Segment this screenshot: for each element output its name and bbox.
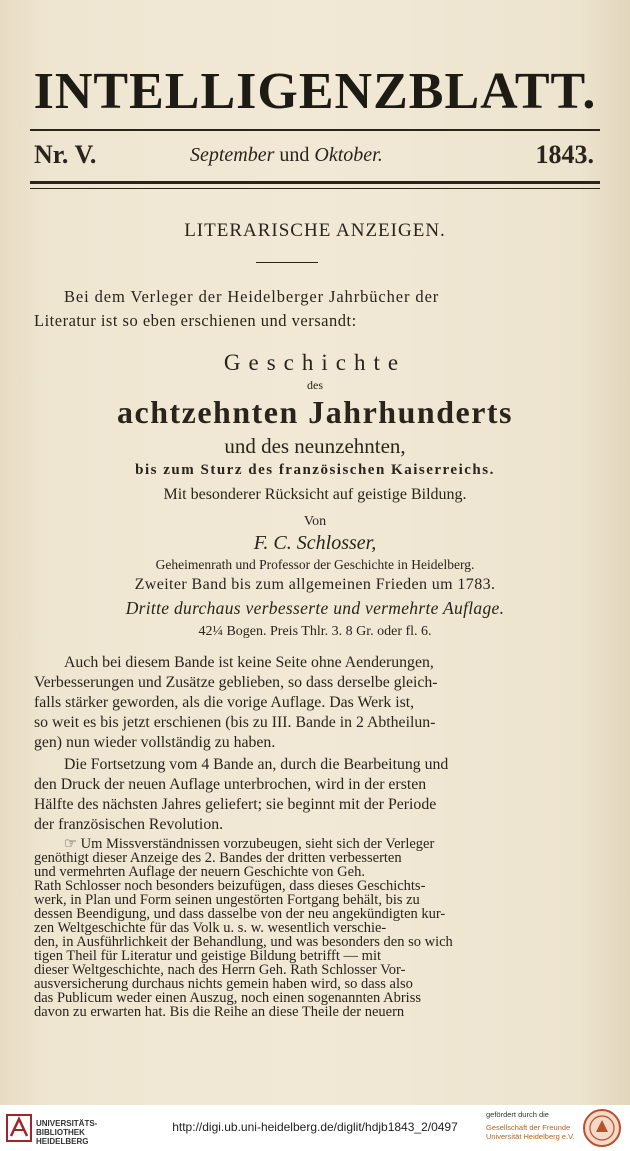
- intro-line-2: Literatur ist so eben erschienen und versandt:: [34, 311, 357, 330]
- body2-line-2: den Druck der neuen Auflage unterbrochen, wird in der ersten: [34, 776, 427, 793]
- book-price: 42¼ Bogen. Preis Thlr. 3. 8 Gr. oder fl. 6.: [198, 624, 432, 639]
- notice-line-8: den, in Ausführlichkeit der Behandlung, und was besonders den so wich: [34, 934, 453, 950]
- notice-line-13: davon zu erwarten hat. Bis die Reihe an diese Theile der neuern: [34, 1004, 405, 1020]
- body1-line-1: Auch bei diesem Bande ist keine Seite ohne Aenderungen,: [64, 654, 434, 671]
- notice-line-3: und vermehrten Auflage der neuern Geschichte von Geh.: [34, 864, 365, 880]
- body2-line-4: der französischen Revolution.: [34, 816, 224, 833]
- notice-line-1: ☞ Um Missverständnissen vorzubeugen, sieht sich der Verleger: [64, 836, 435, 852]
- book-author: F. C. Schlosser,: [253, 532, 377, 554]
- society-name-line-2: Universität Heidelberg e.V.: [486, 1132, 575, 1141]
- notice-line-12: das Publicum weder einen Auszug, noch einen sogenannten Abriss: [34, 990, 421, 1006]
- section-heading-rule: [256, 262, 318, 263]
- issue-number: Nr. V.: [34, 140, 97, 169]
- body2-line-1: Die Fortsetzung vom 4 Bande an, durch die Bearbeitung und: [64, 756, 449, 773]
- book-title-sub: und des neunzehnten,: [224, 434, 406, 458]
- issue-months: [190, 144, 383, 167]
- book-author-title: Geheimenrath und Professor der Geschichte in Heidelberg.: [155, 557, 475, 572]
- header-rule-double-1: [30, 181, 600, 184]
- body1-line-3: falls stärker geworden, als die vorige Auflage. Das Werk ist,: [34, 694, 415, 711]
- notice-line-7: zen Weltgeschichte für das Volk u. s. w. wesentlich verschie-: [34, 920, 387, 936]
- book-von: Von: [303, 514, 327, 529]
- header-rule-top: [30, 129, 600, 131]
- body2-line-3: Hälfte des nächsten Jahres geliefert; sie beginnt mit der Periode: [34, 796, 437, 813]
- notice-line-2: genöthigt dieser Anzeige des 2. Bandes der dritten verbesserten: [34, 850, 402, 866]
- book-volume: Zweiter Band bis zum allgemeinen Frieden um 1783.: [134, 576, 496, 593]
- notice-line-10: dieser Weltgeschichte, nach des Herrn Geh. Rath Schlosser Vor-: [34, 962, 406, 978]
- library-name-line-2: BIBLIOTHEK: [36, 1128, 85, 1137]
- month-september: September: [190, 144, 275, 166]
- header-rule-double-2: [30, 188, 600, 189]
- month-oktober: Oktober.: [314, 144, 383, 166]
- book-title-main: achtzehnten Jahrhunderts: [116, 394, 513, 430]
- book-title-ruecksicht: Mit besonderer Rücksicht auf geistige Bildung.: [163, 486, 467, 503]
- viewer-footer: [0, 1105, 630, 1151]
- body1-line-4: so weit es bis jetzt erschienen (bis zu III. Bande in 2 Abtheilun-: [34, 714, 436, 731]
- book-edition: Dritte durchaus verbesserte und vermehrte Auflage.: [125, 598, 505, 618]
- book-title-geschichte: Geschichte: [223, 350, 407, 375]
- issue-year: 1843.: [535, 140, 594, 169]
- funded-by-label: gefördert durch die: [486, 1110, 549, 1119]
- section-heading: LITERARISCHE ANZEIGEN.: [184, 220, 446, 241]
- book-title-des: des: [307, 378, 323, 392]
- masthead-title: INTELLIGENZBLATT.: [33, 63, 597, 120]
- society-name: [486, 1123, 575, 1141]
- notice-line-9: tigen Theil für Literatur und geistige Bildung betrifft — mit: [34, 948, 381, 964]
- intro-line-1: Bei dem Verleger der Heidelberger Jahrbücher der: [64, 287, 440, 306]
- month-und: und: [279, 144, 310, 166]
- issue-line: [34, 140, 594, 174]
- body1-line-5: gen) nun wieder vollständig zu haben.: [34, 734, 276, 751]
- permalink-url[interactable]: http://digi.ub.uni-heidelberg.de/diglit/hdjb1843_2/0497: [172, 1120, 458, 1134]
- notice-line-4: Rath Schlosser noch besonders beizufügen, dass dieses Geschichts-: [34, 878, 426, 894]
- notice-line-5: werk, in Plan und Form seinen ungestörten Fortgang behält, bis zu: [34, 892, 420, 908]
- notice-line-11: ausversicherung durchaus nichts gemein haben wird, so dass also: [34, 976, 413, 992]
- society-name-line-1: Gesellschaft der Freunde: [486, 1123, 571, 1132]
- body1-line-2: Verbesserungen und Zusätze geblieben, so dass derselbe gleich-: [34, 674, 438, 691]
- library-name-line-1: UNIVERSITÄTS-: [36, 1119, 98, 1128]
- book-title-sturz: bis zum Sturz des französischen Kaiserreichs.: [135, 462, 495, 478]
- library-name-line-3: HEIDELBERG: [36, 1137, 89, 1146]
- university-seal-icon: [582, 1108, 622, 1148]
- notice-line-6: dessen Beendigung, und dass dasselbe von der neu angekündigten kur-: [34, 906, 446, 922]
